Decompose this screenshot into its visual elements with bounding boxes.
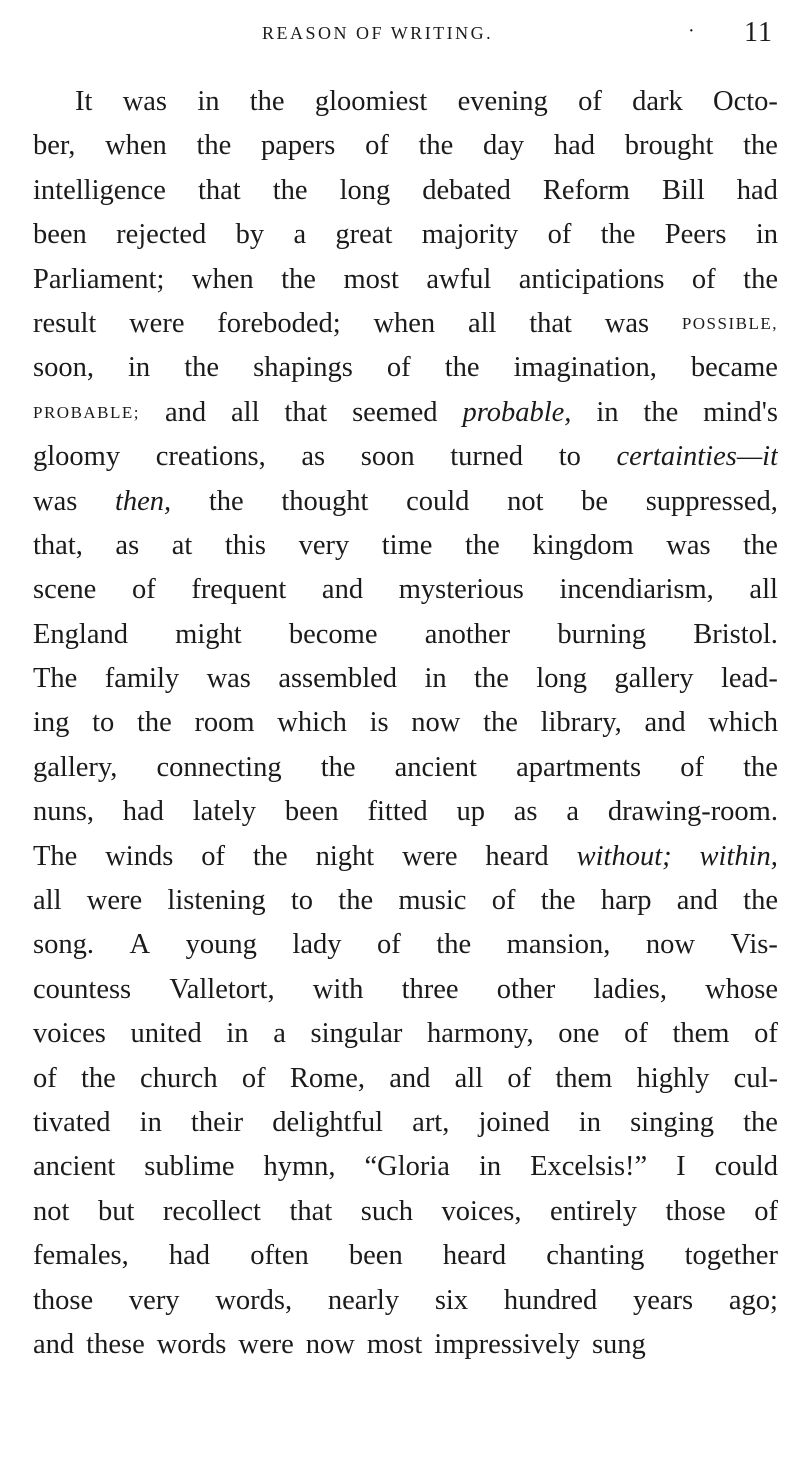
word: soon,	[33, 352, 94, 384]
word: shapings	[253, 352, 353, 384]
word: was	[122, 86, 168, 117]
text-line	[33, 701, 778, 745]
word: ber,	[33, 130, 76, 162]
word: tivated	[33, 1106, 111, 1138]
word: in	[596, 396, 619, 428]
word: together	[684, 1240, 778, 1272]
text-line	[33, 124, 778, 168]
word: papers	[261, 130, 336, 162]
word: that	[284, 396, 328, 428]
word: long	[339, 174, 391, 206]
word: the	[743, 1106, 778, 1138]
word: gallery,	[33, 751, 118, 783]
word: church	[140, 1062, 218, 1094]
word: that	[197, 174, 241, 206]
word: and	[164, 396, 207, 428]
word: one	[558, 1018, 600, 1050]
text-line	[33, 968, 778, 1012]
word: were	[402, 840, 458, 872]
word: heard	[485, 840, 549, 872]
word: which	[277, 707, 347, 739]
word: of	[507, 1062, 532, 1094]
word: as	[115, 529, 140, 561]
word: debated	[422, 174, 511, 206]
word: long	[536, 663, 587, 695]
word: of	[131, 574, 156, 606]
text-line	[33, 613, 778, 657]
word: POSSIBLE,	[681, 313, 778, 333]
word: fitted	[367, 796, 428, 828]
text-line	[33, 391, 778, 435]
text-line	[33, 1101, 778, 1145]
word: harp	[600, 885, 652, 917]
word: PROBABLE;	[33, 402, 141, 422]
word: Vis-	[730, 929, 778, 961]
word: now	[411, 707, 461, 739]
word: brought	[624, 130, 714, 162]
word: harmony,	[427, 1018, 534, 1050]
word: the	[643, 396, 679, 428]
text-line	[33, 835, 778, 879]
word: of	[491, 885, 516, 917]
word: “Gloria	[364, 1151, 450, 1183]
word: awful	[426, 263, 492, 295]
text-line	[33, 435, 778, 479]
word: result	[33, 307, 97, 339]
word: another	[424, 618, 511, 650]
word: The	[33, 840, 78, 872]
word: six	[434, 1284, 469, 1316]
word: been	[348, 1240, 403, 1272]
word: them	[555, 1062, 613, 1094]
word: connecting	[156, 751, 282, 783]
word: Parliament;	[33, 263, 165, 295]
word: entirely	[549, 1195, 638, 1227]
word: Bristol.	[693, 618, 778, 650]
word: turned	[450, 441, 524, 473]
word: at	[171, 529, 193, 561]
word: listening	[167, 885, 266, 917]
word: the	[444, 352, 480, 384]
word: music	[398, 885, 467, 917]
word: Rome,	[289, 1062, 366, 1094]
word: most	[343, 263, 399, 295]
word: ladies,	[593, 973, 668, 1005]
word: of	[241, 1062, 266, 1094]
word: incendiarism,	[559, 574, 714, 606]
text-line	[33, 1057, 778, 1101]
word: the	[338, 885, 374, 917]
word: intelligence	[33, 174, 166, 206]
word: art,	[412, 1106, 450, 1138]
word: had	[736, 174, 778, 206]
text-line	[33, 302, 778, 346]
word: is	[369, 707, 389, 739]
word: of	[201, 840, 225, 872]
word: their	[190, 1106, 244, 1138]
word: seemed	[352, 396, 438, 428]
word: was	[206, 663, 251, 695]
word: joined	[478, 1106, 550, 1138]
word: library,	[540, 707, 622, 739]
word: singular	[310, 1018, 403, 1050]
word: song.	[33, 929, 94, 961]
text-line	[33, 1012, 778, 1056]
word: when	[105, 130, 167, 162]
word: creations,	[155, 441, 266, 473]
word: family	[104, 663, 180, 695]
word: to	[92, 707, 115, 739]
word: lead-	[720, 663, 778, 695]
word: the	[540, 885, 576, 917]
word: other	[496, 973, 556, 1005]
word: whose	[705, 973, 778, 1005]
word: highly	[636, 1062, 710, 1094]
word: dark	[632, 86, 683, 117]
word: all	[33, 885, 62, 917]
word: I	[676, 1151, 686, 1183]
word: were	[86, 885, 143, 917]
word: scene	[33, 574, 97, 606]
word: burning	[557, 618, 647, 650]
word: without;	[576, 840, 672, 872]
word: mansion,	[506, 929, 611, 961]
text-line	[33, 1190, 778, 1234]
word: such	[360, 1195, 414, 1227]
word: of	[377, 929, 401, 961]
word: delightful	[272, 1106, 384, 1138]
word: night	[315, 840, 375, 872]
word: with	[312, 973, 364, 1005]
word: room	[194, 707, 255, 739]
word: then,	[114, 485, 172, 517]
text-line	[33, 746, 778, 790]
text-line	[33, 568, 778, 612]
word: up	[456, 796, 485, 828]
word: of	[680, 751, 704, 783]
word: evening	[457, 86, 548, 117]
word: majority	[421, 219, 519, 251]
word: had	[122, 796, 164, 828]
word: the	[743, 263, 778, 295]
word: was	[604, 307, 650, 339]
text-line	[33, 923, 778, 967]
word: thought	[281, 485, 369, 517]
word: and	[33, 1328, 75, 1360]
word: the	[208, 485, 244, 517]
word: of	[624, 1018, 648, 1050]
word: in	[424, 663, 447, 695]
word: of	[754, 1018, 778, 1050]
text-line	[33, 1279, 778, 1323]
body-text	[33, 80, 778, 1367]
word: could	[714, 1151, 778, 1183]
word: the	[196, 130, 232, 162]
word: and	[389, 1062, 431, 1094]
word: years	[632, 1284, 694, 1316]
word: in	[755, 219, 778, 251]
word: when	[373, 307, 436, 339]
text-line	[33, 524, 778, 568]
word: of	[365, 130, 389, 162]
text-line	[33, 657, 778, 701]
word: to	[290, 885, 314, 917]
word: three	[401, 973, 459, 1005]
word: ing	[33, 707, 70, 739]
word: nuns,	[33, 796, 94, 828]
word: certainties—it	[616, 441, 778, 473]
word: that,	[33, 529, 83, 561]
word: Octo-	[713, 86, 778, 117]
word: a	[566, 796, 579, 828]
word: Valletort,	[169, 973, 275, 1005]
word: in	[226, 1018, 249, 1050]
word: the	[483, 707, 518, 739]
word: had	[553, 130, 596, 162]
text-line	[33, 80, 778, 124]
word: been	[284, 796, 339, 828]
word: in	[478, 1151, 502, 1183]
word: ancient	[33, 1151, 116, 1183]
word: apartments	[516, 751, 642, 783]
word: those	[665, 1195, 726, 1227]
word: nearly	[327, 1284, 400, 1316]
word: soon	[360, 441, 415, 473]
word: mind's	[703, 396, 778, 428]
word: them	[672, 1018, 730, 1050]
word: the	[464, 529, 500, 561]
word: the	[418, 130, 454, 162]
word: in	[139, 1106, 162, 1138]
word: and	[644, 707, 686, 739]
word: in	[578, 1106, 601, 1138]
word: suppressed,	[645, 485, 778, 517]
word: day	[483, 130, 525, 162]
word: be	[581, 485, 609, 517]
word: sublime	[144, 1151, 235, 1183]
word: sung	[591, 1328, 646, 1360]
word: gloomiest	[314, 86, 428, 117]
word: were	[129, 307, 185, 339]
word: not	[33, 1195, 70, 1227]
word: within,	[699, 840, 778, 872]
running-title: REASON OF WRITING.	[262, 23, 494, 43]
word: impressively	[434, 1328, 580, 1360]
text-line	[33, 346, 778, 390]
word: It	[75, 86, 93, 117]
word: young	[185, 929, 257, 961]
word: words	[156, 1328, 227, 1360]
word: females,	[33, 1240, 129, 1272]
word: a	[293, 219, 307, 251]
word: and	[676, 885, 718, 917]
word: hymn,	[263, 1151, 336, 1183]
word: most	[366, 1328, 423, 1360]
word: assembled	[278, 663, 398, 695]
word: the	[281, 263, 316, 295]
word: often	[250, 1240, 309, 1272]
word: the	[249, 86, 285, 117]
word: had	[168, 1240, 211, 1272]
word: of	[754, 1195, 778, 1227]
word: the	[743, 885, 778, 917]
word: the	[743, 130, 778, 162]
word: Excelsis!”	[530, 1151, 648, 1183]
word: kingdom	[532, 529, 634, 561]
word: ago;	[728, 1284, 778, 1316]
word: the	[320, 751, 356, 783]
word: been	[33, 219, 87, 251]
word: words,	[215, 1284, 293, 1316]
word: as	[301, 441, 326, 473]
running-header	[0, 18, 800, 48]
word: winds	[105, 840, 174, 872]
word: in	[128, 352, 151, 384]
word: might	[175, 618, 242, 650]
word: hundred	[503, 1284, 598, 1316]
word: very	[128, 1284, 180, 1316]
page-number: 11	[744, 17, 773, 48]
word: great	[335, 219, 393, 251]
word: as	[513, 796, 538, 828]
word: gallery	[614, 663, 694, 695]
word: the	[252, 840, 288, 872]
word: heard	[442, 1240, 507, 1272]
word: in	[197, 86, 220, 117]
word: anticipations	[518, 263, 665, 295]
word: become	[288, 618, 378, 650]
word: was	[666, 529, 711, 561]
word: the	[743, 751, 778, 783]
word: but	[97, 1195, 135, 1227]
word: by	[235, 219, 265, 251]
word: and	[321, 574, 364, 606]
word: England	[33, 618, 128, 650]
word: ancient	[394, 751, 477, 783]
word: countess	[33, 973, 132, 1005]
word: the	[436, 929, 472, 961]
word: Reform	[542, 174, 630, 206]
word: not	[507, 485, 544, 517]
text-line	[33, 1323, 778, 1367]
word: became	[690, 352, 778, 384]
word: drawing-room.	[607, 796, 778, 828]
word: this	[224, 529, 267, 561]
word: very	[298, 529, 350, 561]
word: frequent	[191, 574, 287, 606]
word: probable,	[462, 396, 572, 428]
text-line	[33, 790, 778, 834]
header-dot: ·	[688, 20, 695, 42]
word: the	[743, 529, 778, 561]
word: A	[129, 929, 151, 961]
word: that	[529, 307, 572, 339]
word: lately	[192, 796, 257, 828]
word: a	[273, 1018, 286, 1050]
word: of	[547, 219, 572, 251]
word: now	[645, 929, 695, 961]
word: of	[386, 352, 411, 384]
word: Bill	[661, 174, 705, 206]
text-line	[33, 879, 778, 923]
word: chanting	[546, 1240, 645, 1272]
word: united	[130, 1018, 202, 1050]
word: all	[467, 307, 497, 339]
word: recollect	[162, 1195, 261, 1227]
word: time	[381, 529, 433, 561]
word: that	[289, 1195, 333, 1227]
word: the	[272, 174, 308, 206]
word: was	[33, 485, 78, 517]
word: the	[80, 1062, 116, 1094]
word: foreboded;	[217, 307, 341, 339]
word: all	[454, 1062, 484, 1094]
text-line	[33, 169, 778, 213]
word: when	[191, 263, 254, 295]
word: mysterious	[398, 574, 524, 606]
word: lady	[292, 929, 342, 961]
word: imagination,	[513, 352, 657, 384]
word: which	[708, 707, 778, 739]
word: singing	[630, 1106, 714, 1138]
word: now	[305, 1328, 355, 1360]
word: of	[33, 1062, 57, 1094]
word: were	[238, 1328, 294, 1360]
word: cul-	[733, 1062, 778, 1094]
text-line	[33, 480, 778, 524]
word: the	[474, 663, 509, 695]
word: The	[33, 663, 78, 695]
word: voices	[33, 1018, 106, 1050]
word: of	[578, 86, 602, 117]
word: could	[406, 485, 470, 517]
word: gloomy	[33, 441, 121, 473]
word: voices,	[441, 1195, 522, 1227]
word: Peers	[664, 219, 727, 251]
text-line	[33, 1145, 778, 1189]
word: of	[691, 263, 716, 295]
word: to	[558, 441, 581, 473]
word: those	[33, 1284, 94, 1316]
word: the	[600, 219, 636, 251]
text-line	[33, 213, 778, 257]
word: the	[136, 707, 172, 739]
text-line	[33, 258, 778, 302]
word: these	[86, 1328, 145, 1360]
word: the	[184, 352, 220, 384]
word: rejected	[116, 219, 207, 251]
word: all	[231, 396, 260, 428]
text-line	[33, 1234, 778, 1278]
word: all	[749, 574, 778, 606]
